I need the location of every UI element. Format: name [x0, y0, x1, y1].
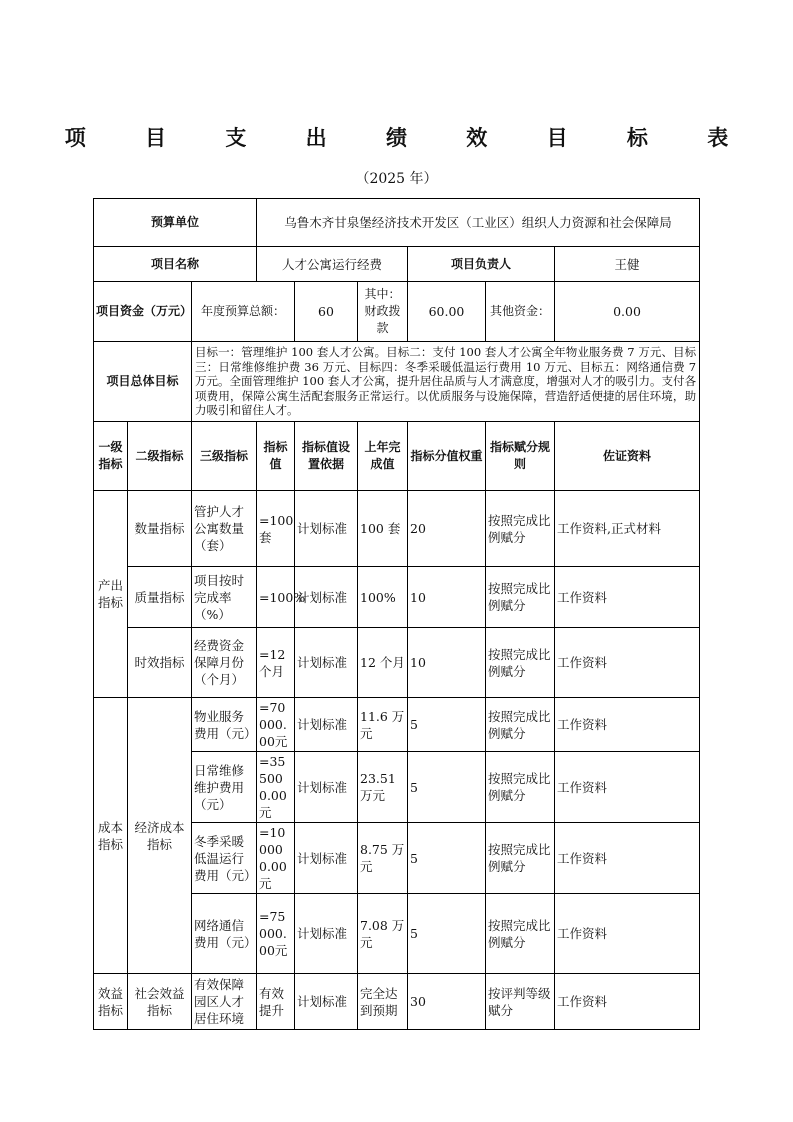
level3-cell: 冬季采暖低温运行费用（元） [192, 823, 257, 894]
weight-cell: 30 [408, 974, 486, 1030]
last-cell: 100 套 [358, 491, 408, 567]
level3-cell: 管护人才公寓数量（套） [192, 491, 257, 567]
group-output: 产出指标 [94, 491, 128, 698]
funds-total-value: 60 [295, 282, 358, 342]
goal-text: 目标一：管理维护 100 套人才公寓。目标二：支付 100 套人才公寓全年物业服务费 7 万元、目标三：日常维修维护费 36 万元、目标四：冬季采暖低温运行费用 10 万元、目标五：网络通信费 7 万元。全面管理维护 100 套人才公寓，提升居住品质与人才满意度，增强对人才的吸引力。支付各项费用，保障公寓生活配套服务正常运行。以优质服务与设施保障，营造舒适便捷的居住环境，助力吸引和留住人才。 [192, 342, 700, 422]
header-level3: 三级指标 [192, 422, 257, 491]
header-level1: 一级指标 [94, 422, 128, 491]
evidence-cell: 工作资料,正式材料 [555, 491, 700, 567]
owner-value: 王健 [555, 247, 700, 282]
header-basis: 指标值设置依据 [295, 422, 358, 491]
level2-cell: 社会效益指标 [128, 974, 192, 1030]
evidence-cell: 工作资料 [555, 628, 700, 698]
last-cell: 12 个月 [358, 628, 408, 698]
value-cell: =100套 [257, 491, 295, 567]
table-row [94, 974, 700, 1030]
page-year: （2025 年） [355, 171, 438, 187]
level3-cell: 日常维修维护费用（元） [192, 752, 257, 823]
last-cell: 11.6 万元 [358, 698, 408, 752]
header-last: 上年完成值 [358, 422, 408, 491]
project-name-value: 人才公寓运行经费 [257, 247, 408, 282]
rule-cell: 按照完成比例赋分 [486, 823, 555, 894]
rule-cell: 按照完成比例赋分 [486, 894, 555, 974]
evidence-cell: 工作资料 [555, 894, 700, 974]
project-name-label: 项目名称 [94, 247, 257, 282]
basis-cell: 计划标准 [295, 567, 358, 628]
level2-cell: 质量指标 [128, 567, 192, 628]
basis-cell: 计划标准 [295, 698, 358, 752]
rule-cell: 按照完成比例赋分 [486, 567, 555, 628]
rule-cell: 按评判等级赋分 [486, 974, 555, 1030]
table-row [94, 491, 700, 567]
funds-total-label-text: 年度预算总额： [200, 304, 285, 318]
basis-cell: 计划标准 [295, 823, 358, 894]
rule-cell: 按照完成比例赋分 [486, 752, 555, 823]
funds-other-label: 其他资金： [486, 282, 555, 342]
weight-cell: 5 [408, 823, 486, 894]
group-benefit: 效益指标 [94, 974, 128, 1030]
value-cell: =100% [257, 567, 295, 628]
level3-cell: 有效保障园区人才居住环境 [192, 974, 257, 1030]
last-cell: 7.08 万元 [358, 894, 408, 974]
funds-other-value: 0.00 [555, 282, 700, 342]
level3-cell: 经费资金保障月份（个月） [192, 628, 257, 698]
project-row [94, 247, 700, 282]
level2-cost-cell: 经济成本指标 [128, 698, 192, 974]
basis-cell: 计划标准 [295, 894, 358, 974]
funds-fiscal-label: 其中：财政拨款 [358, 282, 408, 342]
evidence-cell: 工作资料 [555, 823, 700, 894]
group-cost: 成本指标 [94, 698, 128, 974]
goal-row [94, 342, 700, 422]
funds-total-label [192, 282, 295, 342]
header-evidence: 佐证资料 [555, 422, 700, 491]
page-title: 项 目 支 出 绩 效 目 标 表 [64, 125, 755, 150]
value-cell: =70000.00元 [257, 698, 295, 752]
table-row [94, 698, 700, 752]
rule-cell: 按照完成比例赋分 [486, 698, 555, 752]
unit-value: 乌鲁木齐甘泉堡经济技术开发区（工业区）组织人力资源和社会保障局 [257, 199, 700, 247]
evidence-cell: 工作资料 [555, 567, 700, 628]
last-cell: 完全达到预期 [358, 974, 408, 1030]
weight-cell: 10 [408, 567, 486, 628]
goal-label: 项目总体目标 [94, 342, 192, 422]
weight-cell: 5 [408, 698, 486, 752]
value-cell: =100000.00元 [257, 823, 295, 894]
level3-cell: 物业服务费用（元） [192, 698, 257, 752]
level2-cell: 时效指标 [128, 628, 192, 698]
header-level2: 二级指标 [128, 422, 192, 491]
table-row [94, 628, 700, 698]
rule-cell: 按照完成比例赋分 [486, 628, 555, 698]
unit-row [94, 199, 700, 247]
evidence-cell: 工作资料 [555, 698, 700, 752]
funds-row [94, 282, 700, 342]
basis-cell: 计划标准 [295, 974, 358, 1030]
evidence-cell: 工作资料 [555, 974, 700, 1030]
value-cell: =355000.00元 [257, 752, 295, 823]
weight-cell: 20 [408, 491, 486, 567]
last-cell: 8.75 万元 [358, 823, 408, 894]
funds-fiscal-value: 60.00 [408, 282, 486, 342]
level2-cell: 数量指标 [128, 491, 192, 567]
table-row [94, 567, 700, 628]
rule-cell: 按照完成比例赋分 [486, 491, 555, 567]
owner-label: 项目负责人 [408, 247, 555, 282]
weight-cell: 5 [408, 752, 486, 823]
header-value: 指标值 [257, 422, 295, 491]
basis-cell: 计划标准 [295, 491, 358, 567]
header-rule: 指标赋分规则 [486, 422, 555, 491]
weight-cell: 10 [408, 628, 486, 698]
last-cell: 23.51 万元 [358, 752, 408, 823]
value-cell: =12 个月 [257, 628, 295, 698]
header-row [94, 422, 700, 491]
value-cell: 有效提升 [257, 974, 295, 1030]
last-cell: 100% [358, 567, 408, 628]
value-cell: =75000.00元 [257, 894, 295, 974]
level3-cell: 网络通信费用（元） [192, 894, 257, 974]
unit-label: 预算单位 [94, 199, 257, 247]
performance-table [93, 198, 700, 1030]
evidence-cell: 工作资料 [555, 752, 700, 823]
weight-cell: 5 [408, 894, 486, 974]
basis-cell: 计划标准 [295, 752, 358, 823]
level3-cell: 项目按时完成率（%） [192, 567, 257, 628]
header-weight: 指标分值权重 [408, 422, 486, 491]
funds-label: 项目资金（万元） [94, 282, 192, 342]
basis-cell: 计划标准 [295, 628, 358, 698]
